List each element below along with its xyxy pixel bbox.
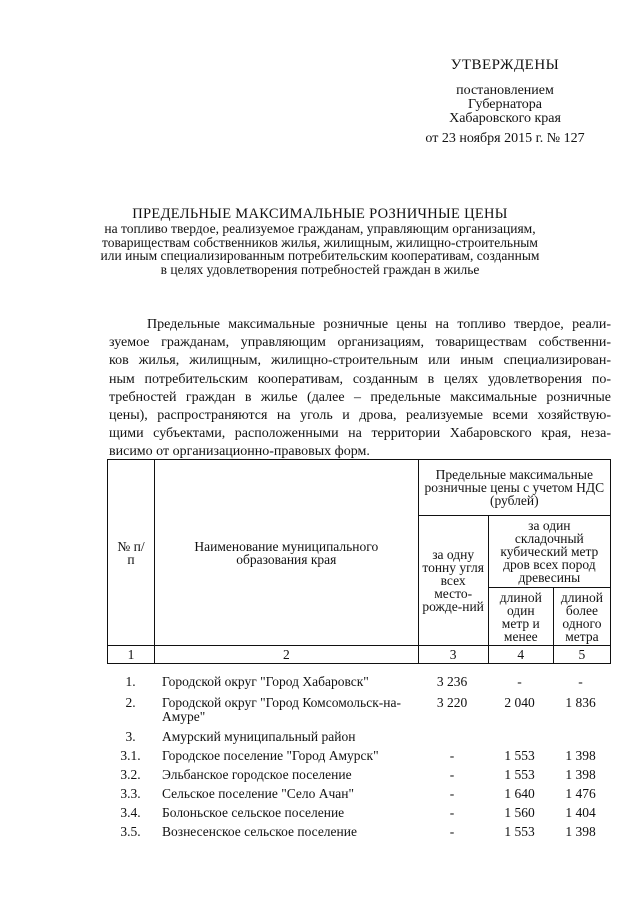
header-per-cubic: за один складочный кубический метр дров всех пород древесины bbox=[488, 516, 610, 588]
table-row bbox=[107, 787, 611, 806]
header-col-number: 1 bbox=[108, 646, 155, 664]
body-paragraph bbox=[109, 316, 611, 462]
approval-line-1: постановлением bbox=[456, 83, 554, 98]
subtitle-line: на топливо твердое, реализуемое гражданам, управляющим организациям, bbox=[104, 221, 536, 236]
row-wood-long: 1 398 bbox=[565, 767, 596, 782]
row-num: 3. bbox=[125, 729, 136, 744]
row-wood-short: 1 640 bbox=[504, 786, 535, 801]
paragraph-line: цены), распространяются на уголь и дрова, реализуемые всеми хозяйствую- bbox=[109, 407, 611, 423]
row-coal: - bbox=[449, 786, 455, 801]
row-name: Амурский муниципальный район bbox=[162, 729, 356, 744]
row-coal: 3 220 bbox=[436, 695, 468, 710]
table-row bbox=[107, 806, 611, 825]
row-wood-short: 1 553 bbox=[504, 748, 535, 763]
row-num: 2. bbox=[125, 695, 136, 710]
header-col-number: 5 bbox=[553, 646, 610, 664]
row-wood-short: 1 560 bbox=[504, 805, 535, 820]
header-num: № п/п bbox=[108, 460, 155, 646]
row-wood-short: 1 553 bbox=[504, 767, 535, 782]
header-per-ton: за одну тонну угля всех место-рожде-ний bbox=[418, 516, 488, 646]
header-len-short: длиной один метр и менее bbox=[488, 588, 553, 646]
row-wood-long: 1 398 bbox=[565, 824, 596, 839]
paragraph-line: ков жилья, жилищным, жилищно-строительным или иным специализирован- bbox=[109, 353, 611, 369]
row-name: Болоньское сельское поселение bbox=[162, 805, 345, 820]
row-coal: 3 236 bbox=[436, 674, 468, 689]
table-row bbox=[107, 696, 611, 730]
row-wood-short: 1 553 bbox=[504, 824, 535, 839]
paragraph-line: висимо от организационно-правовых форм. bbox=[109, 444, 370, 460]
row-name: Городское поселение "Город Амурск" bbox=[162, 748, 379, 763]
row-coal: - bbox=[449, 767, 455, 782]
row-wood-long: - bbox=[578, 674, 583, 689]
paragraph-line: ным потребительским кооперативам, созданным в целях удовлетворения по- bbox=[109, 371, 611, 387]
header-col-number: 4 bbox=[488, 646, 553, 664]
paragraph-line: щими субъектами, расположенными на территории Хабаровского края, неза- bbox=[109, 426, 611, 442]
row-coal: - bbox=[449, 805, 455, 820]
price-table-body bbox=[107, 675, 611, 844]
row-wood-long: 1 836 bbox=[565, 695, 596, 710]
table-row bbox=[107, 730, 611, 749]
row-num: 3.2. bbox=[120, 767, 141, 782]
paragraph-line: Предельные максимальные розничные цены на топливо твердое, реали- bbox=[147, 317, 611, 332]
row-coal: - bbox=[449, 748, 455, 763]
approval-stamp bbox=[400, 58, 610, 146]
approval-line-3: Хабаровского края bbox=[449, 111, 561, 126]
row-num: 3.5. bbox=[120, 824, 141, 839]
paragraph-line: требностей граждан в жилье (далее – предельные максимальные розничные bbox=[109, 389, 611, 405]
row-wood-long: 1 398 bbox=[565, 748, 596, 763]
row-num: 3.1. bbox=[120, 748, 141, 763]
table-row bbox=[107, 825, 611, 844]
table-row bbox=[107, 768, 611, 787]
row-wood-long: 1 404 bbox=[565, 805, 596, 820]
row-name: Сельское поселение "Село Ачан" bbox=[162, 786, 355, 801]
approval-date: от 23 ноября 2015 г. № 127 bbox=[425, 131, 585, 146]
header-prices-group: Предельные максимальные розничные цены с учетом НДС (рублей) bbox=[418, 460, 610, 516]
header-len-long: длиной более одного метра bbox=[553, 588, 610, 646]
row-wood-long: 1 476 bbox=[565, 786, 596, 801]
document-title: ПРЕДЕЛЬНЫЕ МАКСИМАЛЬНЫЕ РОЗНИЧНЫЕ ЦЕНЫ bbox=[132, 206, 508, 222]
table-row bbox=[107, 749, 611, 768]
subtitle-line: в целях удовлетворения потребностей граждан в жилье bbox=[160, 261, 480, 277]
document-subtitle bbox=[95, 222, 545, 276]
approval-line-2: Губернатора bbox=[467, 97, 543, 112]
row-num: 3.3. bbox=[120, 786, 141, 801]
row-name: Городской округ "Город Комсомольск-на-Амуре" bbox=[162, 695, 401, 724]
row-num: 3.4. bbox=[120, 805, 141, 820]
row-wood-short: 2 040 bbox=[504, 695, 535, 710]
approval-heading: УТВЕРЖДЕНЫ bbox=[450, 57, 560, 73]
row-name: Эльбанское городское поселение bbox=[162, 767, 352, 782]
price-table-header bbox=[107, 459, 611, 664]
subtitle-line: товариществам собственников жилья, жилищным, жилищно-строительным bbox=[102, 234, 538, 250]
table-row bbox=[107, 675, 611, 696]
row-name: Городской округ "Город Хабаровск" bbox=[162, 674, 369, 689]
row-name: Вознесенское сельское поселение bbox=[162, 824, 357, 839]
paragraph-line: зуемое гражданам, управляющим организациям, товариществам собственни- bbox=[109, 335, 611, 351]
row-wood-short: - bbox=[517, 674, 522, 689]
subtitle-line: или иным специализированным потребительским кооперативам, созданным bbox=[100, 248, 540, 263]
header-col-number: 2 bbox=[155, 646, 419, 664]
row-coal: - bbox=[449, 824, 455, 839]
header-name: Наименование муниципального образования края bbox=[155, 460, 419, 646]
header-col-number: 3 bbox=[418, 646, 488, 664]
row-num: 1. bbox=[125, 674, 136, 689]
